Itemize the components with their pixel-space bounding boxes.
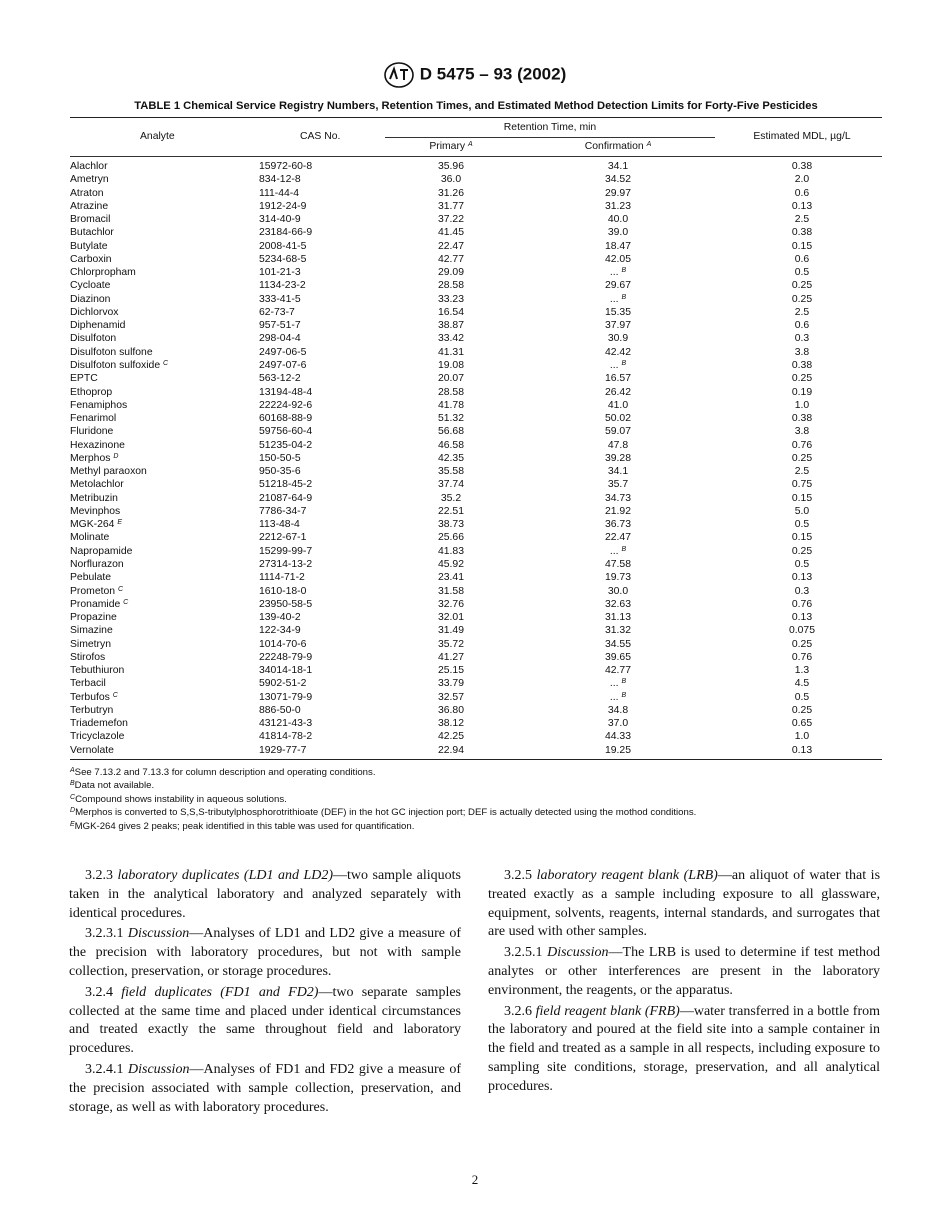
cell-cas: 34014-18-1 <box>259 665 313 677</box>
cell-cas: 150-50-5 <box>259 452 301 464</box>
section-paragraph: 3.2.6 field reagent blank (FRB)—water transferred in a bottle from the laboratory and poured at the field site into a sample container in the field and treated as a sample in all respects, including exposure to sampling site conditions, storage, preservation, and all analytical procedures. <box>488 1003 881 1094</box>
cell-cas: 1114-71-2 <box>259 572 305 584</box>
section-paragraph: 3.2.3.1 Discussion—Analyses of LD1 and LD2 give a measure of the precision with laboratory procedures, but not with sample collection, preservation, or storage procedures. <box>69 926 461 979</box>
cell-cas: 333-41-5 <box>259 293 301 305</box>
table-row <box>70 730 882 743</box>
cell-analyte: Atrazine <box>70 200 109 212</box>
table-row <box>70 717 882 730</box>
cell-confirmation: 37.97 <box>604 320 631 332</box>
cell-analyte: Bromacil <box>70 214 111 226</box>
cell-primary: 35.72 <box>437 638 464 650</box>
body-column-left <box>69 867 461 1119</box>
table-row <box>70 319 882 332</box>
cell-primary: 33.79 <box>437 678 464 690</box>
cell-primary: 33.23 <box>437 293 464 305</box>
cell-cas: 834-12-8 <box>259 174 301 186</box>
cell-mdl: 0.19 <box>791 386 813 398</box>
cell-primary: 51.32 <box>437 413 464 425</box>
cell-mdl: 1.0 <box>794 731 810 743</box>
cell-analyte: Terbutryn <box>70 704 114 716</box>
table-row <box>70 704 882 717</box>
document-header <box>0 62 950 88</box>
cell-confirmation: 42.05 <box>604 253 631 265</box>
cell-analyte: Cycloate <box>70 280 111 292</box>
cell-analyte: Propazine <box>70 612 117 624</box>
cell-cas: 2212-67-1 <box>259 532 307 544</box>
cell-confirmation: ... $^B$ <box>609 267 627 279</box>
table-row <box>70 279 882 292</box>
cell-cas: 62-73-7 <box>259 306 295 318</box>
table-footnotes <box>70 766 882 833</box>
cell-analyte: Tebuthiuron <box>70 665 125 677</box>
cell-analyte: Methyl paraoxon <box>70 466 147 478</box>
footnote: $^A$See 7.13.2 and 7.13.3 for column description and operating conditions. <box>70 767 376 778</box>
cell-confirmation: 39.28 <box>604 452 631 464</box>
cell-analyte: Simetryn <box>70 638 111 650</box>
section-paragraph: 3.2.5.1 Discussion—The LRB is used to determine if test method analytes or other interferences are present in the laboratory environment, the reagents, or the apparatus. <box>488 945 880 998</box>
cell-analyte: Disulfoton sulfone <box>70 346 153 358</box>
table-row <box>70 651 882 664</box>
table-row <box>70 266 882 279</box>
cell-cas: 60168-88-9 <box>259 413 313 425</box>
cell-cas: 1912-24-9 <box>259 200 307 212</box>
document-designation: D 5475 – 93 (2002) <box>419 64 567 84</box>
table-row <box>70 492 882 505</box>
table-row <box>70 545 882 558</box>
table-row <box>70 664 882 677</box>
cell-cas: 2008-41-5 <box>259 240 307 252</box>
table-row <box>70 677 882 690</box>
cell-confirmation: 19.25 <box>604 744 631 756</box>
cell-analyte: Pronamide $^C$ <box>70 598 129 610</box>
cell-analyte: Metolachlor <box>70 479 124 491</box>
cell-primary: 56.68 <box>437 426 464 438</box>
cell-confirmation: ... $^B$ <box>609 359 627 371</box>
section-paragraph: 3.2.4.1 Discussion—Analyses of FD1 and FD2 give a measure of the precision associated with sample collection, preservation, and storage, as well as with laboratory procedures. <box>69 1061 461 1115</box>
cell-confirmation: 37.0 <box>607 718 629 730</box>
cell-confirmation: 18.47 <box>604 240 631 252</box>
cell-cas: 886-50-0 <box>259 704 301 716</box>
cell-primary: 31.58 <box>437 585 464 597</box>
cell-primary: 46.58 <box>437 439 464 451</box>
cell-mdl: 0.76 <box>791 598 813 610</box>
table-title: TABLE 1 Chemical Service Registry Numbers, Retention Times, and Estimated Method Detection Limits for Forty-Five Pesticides <box>134 100 818 112</box>
pesticide-table <box>70 117 882 760</box>
cell-primary: 42.25 <box>437 731 464 743</box>
table-row <box>70 226 882 239</box>
cell-analyte: Atraton <box>70 187 104 199</box>
cell-confirmation: 26.42 <box>604 386 631 398</box>
table-row <box>70 571 882 584</box>
footnote: $^C$Compound shows instability in aqueous solutions. <box>70 793 287 805</box>
cell-mdl: 0.13 <box>791 612 813 624</box>
footnote: $^B$Data not available. <box>70 780 155 792</box>
cell-confirmation: 30.0 <box>607 585 629 597</box>
table-row <box>70 624 882 637</box>
cell-analyte: Tricyclazole <box>70 731 125 743</box>
cell-cas: 1929-77-7 <box>259 744 307 756</box>
cell-primary: 41.83 <box>437 545 464 557</box>
cell-cas: 1610-18-0 <box>259 585 307 597</box>
table-row <box>70 386 882 399</box>
cell-confirmation: 34.73 <box>604 492 631 504</box>
col-mdl-header: Estimated MDL, µg/L <box>753 131 851 142</box>
table-row <box>70 187 882 200</box>
cell-mdl: 0.15 <box>791 492 813 504</box>
cell-confirmation: 31.32 <box>604 625 631 637</box>
cell-mdl: 0.76 <box>791 439 813 451</box>
cell-cas: 7786-34-7 <box>259 505 307 517</box>
cell-cas: 2497-07-6 <box>259 359 307 371</box>
cell-confirmation: 34.1 <box>607 466 629 478</box>
table-row <box>70 200 882 213</box>
cell-mdl: 0.3 <box>794 333 810 345</box>
cell-primary: 38.87 <box>437 320 464 332</box>
cell-primary: 36.0 <box>440 174 462 186</box>
cell-cas: 22248-79-9 <box>259 651 313 663</box>
section-paragraph: 3.2.4 field duplicates (FD1 and FD2)—two separate samples collected at the same time and placed under identical circumstances and treated exactly the same throughout field and laboratory procedures. <box>69 984 462 1057</box>
cell-confirmation: 32.63 <box>604 598 631 610</box>
cell-mdl: 0.6 <box>794 320 810 332</box>
cell-mdl: 2.5 <box>794 214 810 226</box>
cell-cas: 957-51-7 <box>259 320 301 332</box>
cell-confirmation: 35.7 <box>607 479 629 491</box>
table-row <box>70 478 882 491</box>
cell-analyte: Fenamiphos <box>70 399 128 411</box>
cell-primary: 35.58 <box>437 466 464 478</box>
cell-cas: 15972-60-8 <box>259 161 313 172</box>
table-row <box>70 598 882 611</box>
cell-analyte: Dichlorvox <box>70 306 119 318</box>
cell-analyte: Butylate <box>70 240 108 252</box>
cell-primary: 25.15 <box>437 665 464 677</box>
cell-confirmation: 34.8 <box>607 704 629 716</box>
cell-cas: 314-40-9 <box>259 214 301 226</box>
cell-mdl: 0.38 <box>791 227 813 239</box>
cell-analyte: Butachlor <box>70 227 114 239</box>
cell-analyte: Terbufos $^C$ <box>70 691 118 703</box>
cell-confirmation: 39.0 <box>607 227 629 239</box>
cell-mdl: 0.6 <box>794 187 810 199</box>
cell-mdl: 3.8 <box>794 346 810 358</box>
table-row <box>70 399 882 412</box>
cell-cas: 1134-23-2 <box>259 280 306 292</box>
cell-analyte: Prometon $^C$ <box>70 585 124 597</box>
col-analyte-header: Analyte <box>140 131 175 142</box>
cell-confirmation: 34.55 <box>604 638 631 650</box>
cell-primary: 38.73 <box>437 519 464 531</box>
table-row <box>70 306 882 319</box>
cell-mdl: 0.38 <box>791 413 813 425</box>
cell-confirmation: ... $^B$ <box>609 545 627 557</box>
cell-analyte: Metribuzin <box>70 492 118 504</box>
table-row <box>70 585 882 598</box>
table-row <box>70 638 882 651</box>
table-body <box>70 157 882 757</box>
cell-cas: 5234-68-5 <box>259 253 307 265</box>
astm-logo-icon <box>384 62 414 88</box>
cell-cas: 22224-92-6 <box>259 399 313 411</box>
cell-primary: 16.54 <box>437 306 464 318</box>
cell-primary: 41.27 <box>437 651 464 663</box>
cell-cas: 41814-78-2 <box>259 731 313 743</box>
cell-mdl: 0.25 <box>791 373 813 385</box>
cell-analyte: Ametryn <box>70 174 109 186</box>
cell-confirmation: 21.92 <box>604 505 631 517</box>
cell-analyte: Fenarimol <box>70 413 117 425</box>
col-cas-header: CAS No. <box>300 131 341 142</box>
cell-cas: 2497-06-5 <box>259 346 307 358</box>
cell-primary: 41.31 <box>437 346 464 358</box>
cell-primary: 35.2 <box>440 492 462 504</box>
col-retention-header: Retention Time, min <box>503 122 597 133</box>
col-primary-header: Primary $^A$ <box>429 141 473 152</box>
cell-analyte: Alachlor <box>70 161 108 172</box>
cell-cas: 15299-99-7 <box>259 545 313 557</box>
table-row <box>70 691 882 704</box>
cell-mdl: 0.38 <box>791 359 813 371</box>
cell-mdl: 1.3 <box>794 665 810 677</box>
cell-cas: 27314-13-2 <box>259 558 313 570</box>
cell-primary: 41.78 <box>437 399 464 411</box>
cell-primary: 19.08 <box>437 359 464 371</box>
cell-mdl: 0.25 <box>791 452 813 464</box>
cell-primary: 32.57 <box>437 691 464 703</box>
cell-mdl: 0.075 <box>788 625 815 637</box>
cell-primary: 28.58 <box>437 386 464 398</box>
cell-confirmation: ... $^B$ <box>609 678 627 690</box>
table-row <box>70 518 882 531</box>
section-paragraph: 3.2.3 laboratory duplicates (LD1 and LD2)—two sample aliquots taken in the analytical laboratory and analyzed separately with identical procedures. <box>69 868 461 921</box>
table-row <box>70 558 882 571</box>
cell-confirmation: 39.65 <box>604 651 631 663</box>
cell-analyte: Napropamide <box>70 545 133 557</box>
cell-primary: 32.01 <box>437 612 464 624</box>
cell-confirmation: 50.02 <box>604 413 631 425</box>
table-header <box>70 118 882 156</box>
table-row <box>70 332 882 345</box>
cell-primary: 31.77 <box>437 200 464 212</box>
cell-confirmation: 47.8 <box>607 439 629 451</box>
cell-primary: 42.77 <box>437 253 464 265</box>
cell-primary: 25.66 <box>437 532 464 544</box>
cell-mdl: 0.5 <box>794 558 810 570</box>
cell-cas: 59756-60-4 <box>259 426 313 438</box>
cell-primary: 35.96 <box>437 161 464 172</box>
cell-primary: 37.74 <box>437 479 464 491</box>
table-row <box>70 160 882 173</box>
cell-analyte: Norflurazon <box>70 558 124 570</box>
cell-primary: 37.22 <box>437 214 464 226</box>
table-row <box>70 452 882 465</box>
cell-primary: 33.42 <box>437 333 464 345</box>
cell-analyte: Pebulate <box>70 572 112 584</box>
cell-analyte: Stirofos <box>70 651 106 663</box>
cell-analyte: Disulfoton <box>70 333 117 345</box>
cell-confirmation: 19.73 <box>604 572 631 584</box>
table-row <box>70 505 882 518</box>
cell-analyte: Hexazinone <box>70 439 125 451</box>
cell-primary: 31.26 <box>437 187 464 199</box>
cell-mdl: 0.38 <box>791 161 813 172</box>
cell-analyte: Ethoprop <box>70 386 113 398</box>
cell-confirmation: 29.97 <box>604 187 631 199</box>
cell-mdl: 0.76 <box>791 651 813 663</box>
cell-primary: 42.35 <box>437 452 464 464</box>
cell-primary: 22.51 <box>437 505 464 517</box>
page-number: 2 <box>471 1172 479 1187</box>
cell-cas: 101-21-3 <box>259 267 301 279</box>
cell-analyte: Diazinon <box>70 293 111 305</box>
cell-confirmation: 41.0 <box>607 399 629 411</box>
cell-confirmation: ... $^B$ <box>609 293 627 305</box>
cell-mdl: 0.3 <box>794 585 810 597</box>
table-row <box>70 531 882 544</box>
cell-mdl: 5.0 <box>794 505 810 517</box>
cell-confirmation: 16.57 <box>604 373 631 385</box>
cell-cas: 43121-43-3 <box>259 718 313 730</box>
table-row <box>70 359 882 372</box>
cell-mdl: 0.65 <box>791 718 813 730</box>
cell-confirmation: 40.0 <box>607 214 629 226</box>
cell-confirmation: 31.23 <box>604 200 631 212</box>
cell-primary: 36.80 <box>437 704 464 716</box>
cell-primary: 20.07 <box>437 373 464 385</box>
cell-confirmation: 34.52 <box>604 174 631 186</box>
cell-primary: 23.41 <box>437 572 464 584</box>
table-row <box>70 744 882 757</box>
cell-mdl: 0.25 <box>791 638 813 650</box>
table-row <box>70 425 882 438</box>
cell-mdl: 2.0 <box>794 174 810 186</box>
cell-analyte: Disulfoton sulfoxide $^C$ <box>70 359 169 371</box>
cell-primary: 38.12 <box>437 718 464 730</box>
cell-analyte: Simazine <box>70 625 113 637</box>
cell-analyte: Fluridone <box>70 426 114 438</box>
cell-mdl: 2.5 <box>794 466 810 478</box>
cell-primary: 41.45 <box>437 227 464 239</box>
footnote: $^D$Merphos is converted to S,S,S-tributylphosphorotrithioate (DEF) in the hot GC injection port; DEF is actually detected using the mothod conditions. <box>70 807 697 819</box>
table-row <box>70 346 882 359</box>
cell-cas: 111-44-4 <box>259 187 300 199</box>
cell-cas: 5902-51-2 <box>259 678 307 690</box>
cell-primary: 32.76 <box>437 598 464 610</box>
cell-mdl: 4.5 <box>794 678 810 690</box>
cell-analyte: Chlorpropham <box>70 267 136 279</box>
cell-primary: 22.47 <box>437 240 464 252</box>
cell-cas: 1014-70-6 <box>259 638 307 650</box>
cell-confirmation: 42.77 <box>604 665 631 677</box>
cell-primary: 28.58 <box>437 280 464 292</box>
cell-confirmation: 22.47 <box>604 532 631 544</box>
cell-cas: 563-12-2 <box>259 373 301 385</box>
cell-analyte: Triademefon <box>70 718 128 730</box>
cell-confirmation: 34.1 <box>607 161 629 172</box>
cell-analyte: Vernolate <box>70 744 114 756</box>
cell-confirmation: ... $^B$ <box>609 691 627 703</box>
cell-confirmation: 29.67 <box>604 280 631 292</box>
cell-analyte: Carboxin <box>70 253 112 265</box>
cell-analyte: Mevinphos <box>70 505 121 517</box>
cell-primary: 22.94 <box>437 744 464 756</box>
cell-analyte: Diphenamid <box>70 320 126 332</box>
col-confirmation-header: Confirmation $^A$ <box>584 141 652 152</box>
cell-primary: 45.92 <box>437 558 464 570</box>
cell-mdl: 0.13 <box>791 744 813 756</box>
cell-confirmation: 30.9 <box>607 333 629 345</box>
table-row <box>70 173 882 186</box>
table-row <box>70 240 882 253</box>
cell-mdl: 0.13 <box>791 572 813 584</box>
cell-confirmation: 44.33 <box>604 731 631 743</box>
cell-mdl: 0.25 <box>791 293 813 305</box>
table-row <box>70 253 882 266</box>
cell-cas: 13071-79-9 <box>259 691 313 703</box>
cell-cas: 51235-04-2 <box>259 439 313 451</box>
cell-confirmation: 31.13 <box>604 612 631 624</box>
cell-cas: 950-35-6 <box>259 466 301 478</box>
cell-analyte: Merphos $^D$ <box>70 452 119 464</box>
table-row <box>70 439 882 452</box>
cell-mdl: 0.6 <box>794 253 810 265</box>
cell-analyte: MGK-264 $^E$ <box>70 519 123 531</box>
cell-mdl: 2.5 <box>794 306 810 318</box>
table-row <box>70 465 882 478</box>
cell-mdl: 0.75 <box>791 479 813 491</box>
footnote: $^E$MGK-264 gives 2 peaks; peak identified in this table was used for quantification. <box>70 820 415 832</box>
cell-primary: 31.49 <box>437 625 464 637</box>
body-column-right <box>488 867 880 1099</box>
table-row <box>70 372 882 385</box>
cell-confirmation: 15.35 <box>604 306 631 318</box>
cell-cas: 139-40-2 <box>259 612 301 624</box>
cell-mdl: 0.25 <box>791 545 813 557</box>
cell-mdl: 0.13 <box>791 200 813 212</box>
cell-cas: 21087-64-9 <box>259 492 313 504</box>
cell-cas: 13194-48-4 <box>259 386 313 398</box>
cell-cas: 298-04-4 <box>259 333 301 345</box>
cell-mdl: 0.15 <box>791 532 813 544</box>
cell-confirmation: 47.58 <box>604 558 631 570</box>
cell-mdl: 0.15 <box>791 240 813 252</box>
cell-mdl: 0.5 <box>794 267 810 279</box>
cell-analyte: EPTC <box>70 373 98 385</box>
cell-mdl: 0.5 <box>794 691 810 703</box>
table-row <box>70 412 882 425</box>
table-row <box>70 213 882 226</box>
cell-confirmation: 59.07 <box>604 426 631 438</box>
cell-mdl: 0.5 <box>794 519 810 531</box>
table-row <box>70 293 882 306</box>
cell-cas: 23950-58-5 <box>259 598 313 610</box>
section-paragraph: 3.2.5 laboratory reagent blank (LRB)—an aliquot of water that is treated exactly as a sample including exposure to all glassware, equipment, solvents, reagents, internal standards, and surrogates that are used with other samples. <box>488 868 881 940</box>
cell-cas: 23184-66-9 <box>259 227 313 239</box>
cell-cas: 51218-45-2 <box>259 479 313 491</box>
cell-mdl: 1.0 <box>794 399 810 411</box>
cell-analyte: Molinate <box>70 532 110 544</box>
table-row <box>70 611 882 624</box>
cell-cas: 122-34-9 <box>259 625 301 637</box>
cell-primary: 29.09 <box>437 267 464 279</box>
cell-mdl: 0.25 <box>791 280 813 292</box>
cell-cas: 113-48-4 <box>259 519 300 531</box>
cell-confirmation: 36.73 <box>604 519 631 531</box>
cell-mdl: 3.8 <box>794 426 810 438</box>
cell-analyte: Terbacil <box>70 678 106 690</box>
cell-mdl: 0.25 <box>791 704 813 716</box>
cell-confirmation: 42.42 <box>604 346 631 358</box>
